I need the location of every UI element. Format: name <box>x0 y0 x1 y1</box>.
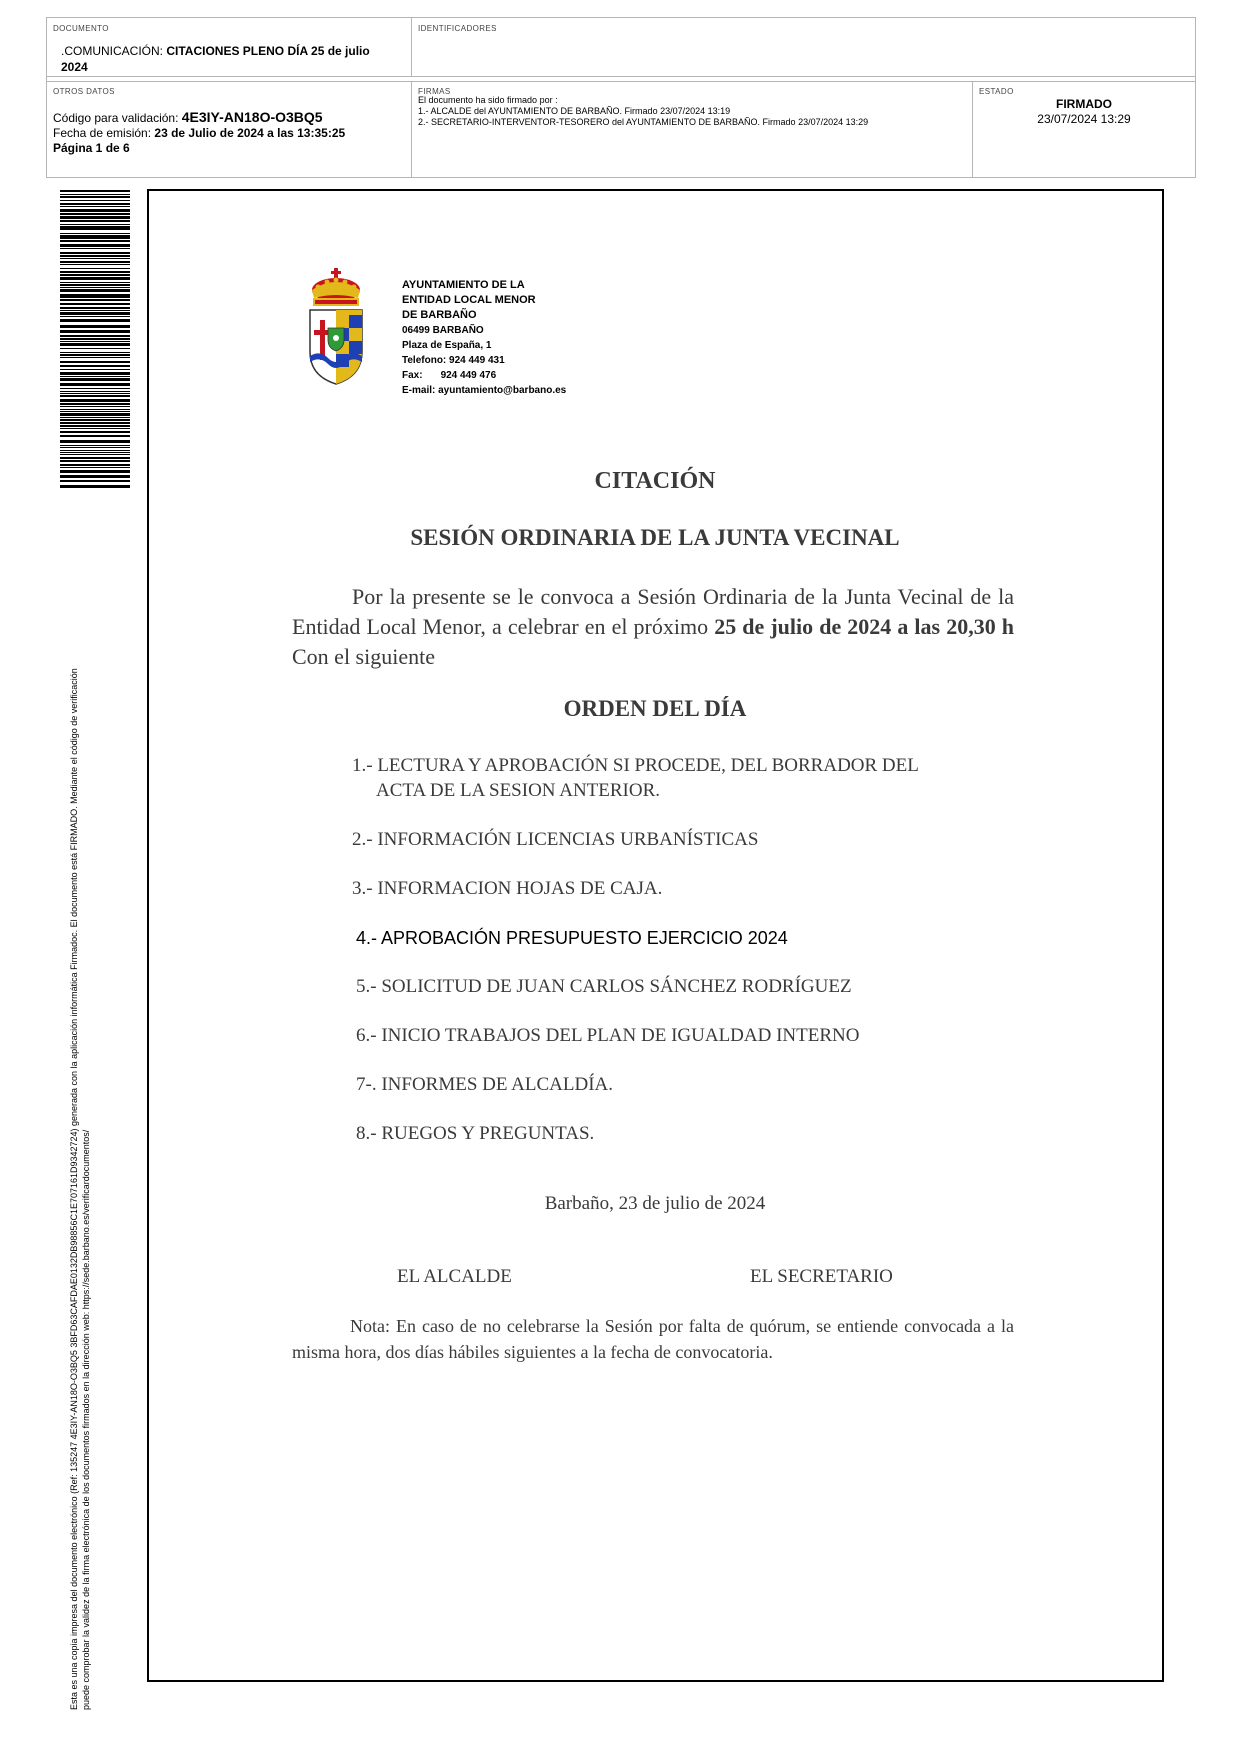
fecha-label: Fecha de emisión: <box>53 126 155 140</box>
side-text-line: puede comprobar la validez de la firma electrónica de los documentos firmados en la dirección web: https://sede.barbano.es/verificardocumentos/ <box>81 1129 91 1710</box>
letterhead-fax <box>402 368 566 383</box>
firmas-cell <box>412 81 972 177</box>
estado-cell <box>973 81 1195 177</box>
codigo-label: Código para validación: <box>53 111 182 125</box>
agenda-item: 5.- SOLICITUD DE JUAN CARLOS SÁNCHEZ RODRÍGUEZ <box>356 976 852 997</box>
letterhead-name: DE BARBAÑO <box>402 309 477 321</box>
agenda-item: 6.- INICIO TRABAJOS DEL PLAN DE IGUALDAD INTERNO <box>356 1025 860 1046</box>
estado-value: FIRMADO <box>1056 97 1112 111</box>
side-text-line: Esta es una copia impresa del documento electrónico (Ref: 135247 4E3IY-AN18O-O3BQ5 3BFD63CAFDAE0132DB98856C1E707161D9342724) generada con la aplicación informática Firmadoc. El documento está FIRMADO. Mediante el código de verificación <box>69 668 79 1710</box>
footnote-text: Nota: En caso de no celebrarse la Sesión por falta de quórum, se entiende convocada a la misma hora, dos días hábiles siguientes a la fecha de convocatoria. <box>292 1316 1014 1362</box>
signature-alcalde: EL ALCALDE <box>397 1266 512 1287</box>
agenda-item: 2.- INFORMACIÓN LICENCIAS URBANÍSTICAS <box>352 829 759 850</box>
estado-content <box>973 97 1195 127</box>
identificadores-cell <box>412 18 1195 76</box>
footnote <box>292 1313 1014 1365</box>
verification-side-text <box>68 485 92 1710</box>
intro-paragraph <box>292 582 1014 672</box>
codigo-value: 4E3IY-AN18O-O3BQ5 <box>181 109 323 125</box>
barcode-icon <box>60 190 130 490</box>
identificadores-label: IDENTIFICADORES <box>418 24 497 33</box>
document-title-prefix: .COMUNICACIÓN: <box>61 44 167 58</box>
pagina: Página 1 de 6 <box>53 141 130 155</box>
fax-label: Fax: <box>402 370 423 381</box>
firmas-content <box>418 95 868 128</box>
agenda-item: ACTA DE LA SESION ANTERIOR. <box>376 780 661 801</box>
intro-text: Por la presente se le convoca a Sesión Ordinaria de la Junta Vecinal de la Entidad Local Menor, a celebrar en el próximo <box>292 584 1014 639</box>
firmas-line: 2.- SECRETARIO-INTERVENTOR-TESORERO del AYUNTAMIENTO DE BARBAÑO. Firmado 23/07/2024 13:29 <box>418 117 869 127</box>
agenda-heading: ORDEN DEL DÍA <box>563 696 747 721</box>
agenda-item: 3.- INFORMACION HOJAS DE CAJA. <box>352 878 663 899</box>
signature-secretario: EL SECRETARIO <box>750 1266 893 1287</box>
document-title-text: CITACIONES PLENO DÍA 25 de julio 2024 <box>61 44 370 74</box>
letterhead-name: AYUNTAMIENTO DE LA <box>402 279 525 291</box>
documento-cell <box>47 18 411 76</box>
header-divider <box>47 76 1195 77</box>
fax-value: 924 449 476 <box>440 370 497 381</box>
firmas-line: El documento ha sido firmado por : <box>418 95 558 105</box>
date-place: Barbaño, 23 de julio de 2024 <box>544 1193 766 1214</box>
letterhead-street: Plaza de España, 1 <box>402 340 492 351</box>
document-title <box>61 43 391 75</box>
letterhead-phone: Telefono: 924 449 431 <box>402 355 505 366</box>
agenda-item: 8.- RUEGOS Y PREGUNTAS. <box>356 1123 595 1144</box>
firmas-line: 1.- ALCALDE del AYUNTAMIENTO DE BARBAÑO. Firmado 23/07/2024 13:19 <box>418 106 731 116</box>
coat-of-arms-icon <box>306 268 366 386</box>
intro-date: 25 de julio de 2024 a las 20,30 h <box>714 614 1014 639</box>
firmas-label: FIRMAS <box>418 87 451 96</box>
letterhead-email: E-mail: ayuntamiento@barbano.es <box>402 385 567 396</box>
letterhead-address <box>402 278 566 398</box>
document-header <box>46 17 1196 178</box>
intro-text-end: Con el siguiente <box>292 644 435 669</box>
otros-datos-content <box>53 110 345 156</box>
letterhead-postal: 06499 BARBAÑO <box>402 325 484 336</box>
otros-datos-label: OTROS DATOS <box>53 87 115 96</box>
session-heading: SESIÓN ORDINARIA DE LA JUNTA VECINAL <box>410 525 900 550</box>
letterhead-name: ENTIDAD LOCAL MENOR <box>402 294 536 306</box>
agenda-item: 4.- APROBACIÓN PRESUPUESTO EJERCICIO 2024 <box>356 928 788 948</box>
estado-label: ESTADO <box>979 87 1014 96</box>
document-heading: CITACIÓN <box>594 468 716 494</box>
documento-label: DOCUMENTO <box>53 24 109 33</box>
estado-date: 23/07/2024 13:29 <box>1037 112 1131 126</box>
agenda-item: 1.- LECTURA Y APROBACIÓN SI PROCEDE, DEL BORRADOR DEL <box>352 755 919 776</box>
agenda-item: 7-. INFORMES DE ALCALDÍA. <box>356 1074 614 1095</box>
fecha-value: 23 de Julio de 2024 a las 13:35:25 <box>154 126 346 140</box>
